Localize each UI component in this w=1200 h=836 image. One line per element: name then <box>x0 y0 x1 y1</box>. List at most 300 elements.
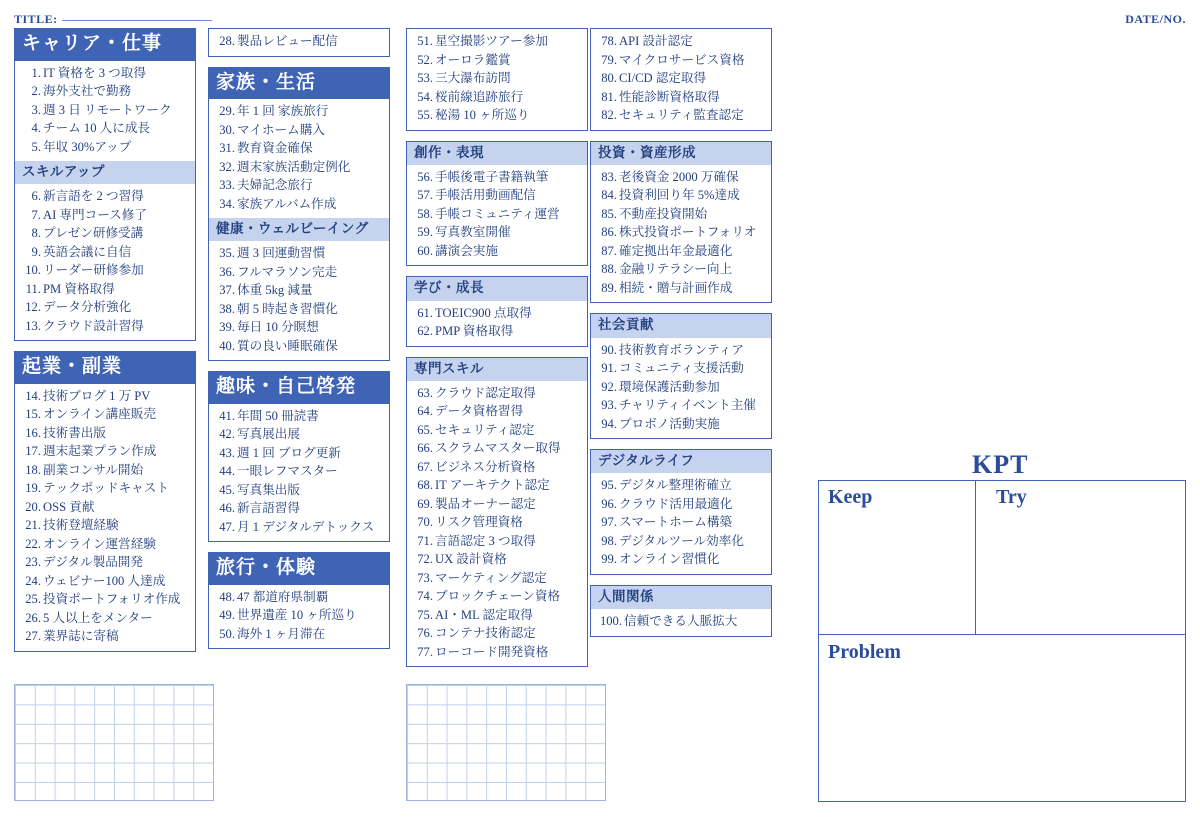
goal-text: 週末家族活動定例化 <box>237 159 351 174</box>
goal-item[interactable] <box>213 425 383 444</box>
goal-number: 93. <box>601 398 617 412</box>
goal-item[interactable] <box>595 32 765 51</box>
goal-text: 年間 50 冊読書 <box>237 408 319 423</box>
goal-text: 体重 5kg 減量 <box>237 283 313 298</box>
goal-text: 海外支社で勤務 <box>43 84 132 99</box>
goal-text: デジタル製品開発 <box>43 555 143 570</box>
goal-number: 2. <box>31 84 41 99</box>
goal-text: 桜前線追跡旅行 <box>435 89 524 104</box>
goal-item[interactable] <box>19 317 189 336</box>
goal-item[interactable] <box>595 341 765 360</box>
goal-block <box>406 28 588 131</box>
goal-number: 4. <box>31 121 41 136</box>
kpt-horizontal-divider <box>818 634 1186 635</box>
goal-block <box>406 141 588 267</box>
goal-item[interactable] <box>595 495 765 514</box>
goal-number: 89. <box>601 280 617 295</box>
goal-text: 夫婦記念旅行 <box>237 178 313 193</box>
goal-item[interactable] <box>595 51 765 70</box>
goal-text: 手帳活用動画配信 <box>435 188 536 203</box>
goal-number: 86. <box>601 225 617 240</box>
goal-text: 新言語を 2 つ習得 <box>43 189 144 204</box>
goal-item[interactable] <box>411 205 581 224</box>
goal-text: デジタルツール効率化 <box>619 533 744 548</box>
goal-item[interactable] <box>411 513 581 532</box>
goal-item[interactable] <box>19 261 189 280</box>
goal-block <box>590 313 772 439</box>
goal-text: データ分析強化 <box>43 300 132 315</box>
goal-text: 英語会議に自信 <box>43 244 132 259</box>
goal-number: 57. <box>417 188 433 203</box>
goal-text: 写真教室開催 <box>435 225 511 240</box>
goal-number: 58. <box>417 206 433 221</box>
title-field[interactable] <box>14 12 212 27</box>
goal-item[interactable] <box>213 176 383 195</box>
goal-text: コンテナ技術認定 <box>435 626 536 641</box>
goal-list <box>15 184 195 340</box>
goal-item[interactable] <box>19 442 189 461</box>
goal-text: クラウド認定取得 <box>435 385 536 400</box>
goal-text: プレゼン研修受講 <box>43 226 144 241</box>
goal-number: 49. <box>219 608 235 623</box>
block-subheading: スキルアップ <box>15 161 195 184</box>
goal-number: 40. <box>219 338 235 353</box>
goal-number: 19. <box>25 481 41 496</box>
goal-number: 67. <box>417 459 433 474</box>
block-heading: キャリア・仕事 <box>15 29 195 61</box>
goal-item[interactable] <box>411 495 581 514</box>
goal-item[interactable] <box>411 550 581 569</box>
goal-number: 71. <box>417 533 433 548</box>
goal-item[interactable] <box>411 304 581 323</box>
goal-item[interactable] <box>595 106 765 125</box>
goal-item[interactable] <box>411 439 581 458</box>
goal-item[interactable] <box>213 444 383 463</box>
goal-item[interactable] <box>213 195 383 214</box>
goal-number: 32. <box>219 159 235 174</box>
goal-number: 37. <box>219 283 235 298</box>
goal-item[interactable] <box>19 572 189 591</box>
goal-item[interactable] <box>213 121 383 140</box>
goal-item[interactable] <box>595 69 765 88</box>
goal-item[interactable] <box>213 462 383 481</box>
goal-item[interactable] <box>19 224 189 243</box>
goal-item[interactable] <box>411 458 581 477</box>
goal-number: 87. <box>601 243 617 258</box>
goal-number: 47. <box>219 519 235 534</box>
goal-text: 一眼レフマスター <box>237 464 338 479</box>
goal-text: TOEIC900 点取得 <box>435 305 532 320</box>
column-1 <box>14 28 196 662</box>
goal-item[interactable] <box>19 424 189 443</box>
goal-item[interactable] <box>213 32 383 51</box>
kpt-title: KPT <box>972 450 1029 479</box>
goal-number: 10. <box>25 263 41 278</box>
goal-number: 60. <box>417 243 433 258</box>
goal-item[interactable] <box>595 476 765 495</box>
goal-text: AI 専門コース修了 <box>43 207 147 222</box>
goal-text: テックポッドキャスト <box>43 481 169 496</box>
goal-text: スクラムマスター取得 <box>435 441 561 456</box>
goal-item[interactable] <box>19 101 189 120</box>
goal-number: 51. <box>417 34 433 48</box>
goal-number: 69. <box>417 496 433 511</box>
goal-item[interactable] <box>19 479 189 498</box>
goal-text: 質の良い睡眠確保 <box>237 338 338 353</box>
goal-number: 52. <box>417 52 433 67</box>
goal-item[interactable] <box>213 281 383 300</box>
goal-number: 62. <box>417 324 433 338</box>
block-heading: 専門スキル <box>407 358 587 381</box>
goal-number: 3. <box>31 102 41 117</box>
goal-item[interactable] <box>595 279 765 298</box>
goal-text: デジタル整理術確立 <box>619 478 732 493</box>
block-heading: 投資・資産形成 <box>591 142 771 165</box>
goal-number: 25. <box>25 592 41 607</box>
goal-text: 手帳後電子書籍執筆 <box>435 169 549 184</box>
goal-text: 写真展出展 <box>237 427 300 442</box>
goal-text: 世界遺産 10 ヶ所巡り <box>237 608 357 623</box>
block-heading: 起業・副業 <box>15 352 195 384</box>
block-heading: 学び・成長 <box>407 277 587 300</box>
goal-number: 72. <box>417 552 433 567</box>
notes-grid-middle[interactable] <box>406 684 606 801</box>
goal-number: 17. <box>25 444 41 459</box>
goal-number: 83. <box>601 169 617 184</box>
goal-block <box>14 28 196 341</box>
goal-text: OSS 貢献 <box>43 499 95 514</box>
goal-number: 31. <box>219 141 235 156</box>
goal-text: 言語認定 3 つ取得 <box>435 533 536 548</box>
goal-item[interactable] <box>411 643 581 662</box>
goal-text: プロボノ活動実施 <box>619 416 720 431</box>
goal-item[interactable] <box>411 242 581 261</box>
goal-number: 55. <box>417 108 433 122</box>
block-heading: 社会貢献 <box>591 314 771 337</box>
goal-item[interactable] <box>595 205 765 224</box>
goal-item[interactable] <box>19 387 189 406</box>
goal-number: 54. <box>417 89 433 104</box>
goal-number: 45. <box>219 482 235 497</box>
goal-item[interactable] <box>213 337 383 356</box>
goal-text: 週 1 回 ブログ更新 <box>237 445 341 460</box>
goal-text: 週 3 回運動習慣 <box>237 246 326 261</box>
goal-text: 技術教育ボランティア <box>619 342 744 357</box>
goal-text: 講演会実施 <box>435 243 498 258</box>
goal-item[interactable] <box>411 186 581 205</box>
goal-text: 確定拠出年金最適化 <box>619 243 733 258</box>
goal-number: 43. <box>219 445 235 460</box>
goal-text: セキュリティ認定 <box>435 422 535 437</box>
goal-block <box>590 141 772 304</box>
goal-list <box>591 338 771 439</box>
goal-text: マーケティング認定 <box>435 570 547 585</box>
goal-number: 61. <box>417 305 433 320</box>
goal-number: 73. <box>417 570 433 585</box>
goal-number: 27. <box>25 629 41 644</box>
goal-item[interactable] <box>411 168 581 187</box>
goal-item[interactable] <box>595 168 765 187</box>
goal-item[interactable] <box>411 402 581 421</box>
goal-number: 98. <box>601 533 617 548</box>
goal-list <box>209 99 389 218</box>
goal-item[interactable] <box>595 359 765 378</box>
goal-item[interactable] <box>411 223 581 242</box>
goal-text: 毎日 10 分瞑想 <box>237 320 319 335</box>
goal-list <box>407 301 587 346</box>
goal-number: 46. <box>219 501 235 516</box>
goal-list <box>209 241 389 360</box>
notes-grid-left[interactable] <box>14 684 214 801</box>
goal-number: 91. <box>601 361 617 375</box>
goal-number: 5. <box>31 139 41 154</box>
goal-text: 環境保護活動参加 <box>619 379 720 394</box>
goal-item[interactable] <box>213 606 383 625</box>
goal-item[interactable] <box>411 322 581 341</box>
goal-number: 82. <box>601 108 617 122</box>
goal-number: 14. <box>25 388 41 403</box>
goal-item[interactable] <box>213 407 383 426</box>
goal-number: 68. <box>417 478 433 493</box>
goal-block <box>208 67 390 362</box>
goal-number: 65. <box>417 422 433 437</box>
block-heading: 創作・表現 <box>407 142 587 165</box>
goal-item[interactable] <box>595 415 765 434</box>
goal-number: 24. <box>25 573 41 588</box>
goal-block <box>208 371 390 542</box>
goal-block <box>14 351 196 652</box>
goal-item[interactable] <box>19 590 189 609</box>
goal-text: ローコード開発資格 <box>435 644 549 659</box>
goal-number: 36. <box>219 264 235 279</box>
goal-item[interactable] <box>213 263 383 282</box>
goal-text: 製品オーナー認定 <box>435 496 536 511</box>
goal-text: 株式投資ポートフォリオ <box>619 225 757 240</box>
goal-text: ブロックチェーン資格 <box>435 589 561 604</box>
goal-number: 70. <box>417 515 433 530</box>
goal-text: IT 資格を 3 つ取得 <box>43 65 146 80</box>
goal-text: 週 3 日 リモートワーク <box>43 102 172 117</box>
goal-item[interactable] <box>595 378 765 397</box>
goal-number: 9. <box>31 244 41 259</box>
goal-list <box>15 61 195 162</box>
goal-item[interactable] <box>411 587 581 606</box>
goal-block <box>208 552 390 649</box>
goal-number: 21. <box>25 518 41 533</box>
goal-number: 16. <box>25 425 41 440</box>
goal-number: 26. <box>25 610 41 625</box>
goal-item[interactable] <box>411 569 581 588</box>
goal-item[interactable] <box>213 102 383 121</box>
goal-list <box>15 384 195 651</box>
goal-item[interactable] <box>411 476 581 495</box>
goal-number: 15. <box>25 407 41 422</box>
goal-text: 年 1 回 家族旅行 <box>237 104 329 119</box>
goal-text: クラウド活用最適化 <box>619 496 733 511</box>
goal-text: 副業コンサル開始 <box>43 462 144 477</box>
goal-number: 33. <box>219 178 235 193</box>
goal-item[interactable] <box>213 244 383 263</box>
goal-text: オンライン講座販売 <box>43 407 156 422</box>
goal-number: 76. <box>417 626 433 641</box>
goal-number: 81. <box>601 89 617 104</box>
goal-item[interactable] <box>19 627 189 646</box>
goal-number: 42. <box>219 427 235 442</box>
goal-number: 92. <box>601 379 617 394</box>
goal-number: 30. <box>219 122 235 137</box>
goal-item[interactable] <box>595 550 765 569</box>
goal-number: 64. <box>417 404 433 419</box>
goal-item[interactable] <box>411 88 581 107</box>
goal-item[interactable] <box>19 64 189 83</box>
goal-number: 7. <box>31 207 41 222</box>
goal-item[interactable] <box>213 588 383 607</box>
goal-number: 23. <box>25 555 41 570</box>
kpt-keep-label: Keep <box>828 486 873 508</box>
goal-block <box>590 28 772 131</box>
block-subheading: 健康・ウェルビーイング <box>209 218 389 241</box>
goal-number: 38. <box>219 301 235 316</box>
date-label: DATE/NO. <box>1125 12 1186 26</box>
block-heading: 旅行・体験 <box>209 553 389 585</box>
goal-item[interactable] <box>411 384 581 403</box>
column-3 <box>406 28 588 677</box>
goal-text: マイクロサービス資格 <box>619 52 745 67</box>
goal-item[interactable] <box>411 421 581 440</box>
goal-text: データ資格習得 <box>435 404 524 419</box>
goal-item[interactable] <box>19 82 189 101</box>
goal-number: 41. <box>219 408 235 423</box>
goal-number: 63. <box>417 385 433 400</box>
goal-number: 96. <box>601 496 617 511</box>
kpt-vertical-divider <box>975 480 976 635</box>
goal-item[interactable] <box>19 609 189 628</box>
goal-item[interactable] <box>213 139 383 158</box>
goal-text: 不動産投資開始 <box>619 206 708 221</box>
goal-item[interactable] <box>411 106 581 125</box>
goal-number: 78. <box>601 34 617 48</box>
goal-item[interactable] <box>411 51 581 70</box>
goal-text: 老後資金 2000 万確保 <box>619 169 739 184</box>
goal-item[interactable] <box>213 158 383 177</box>
goal-item[interactable] <box>595 513 765 532</box>
goal-item[interactable] <box>411 69 581 88</box>
goal-text: AI・ML 認定取得 <box>435 607 533 622</box>
goal-text: リーダー研修参加 <box>43 263 144 278</box>
goal-text: チーム 10 人に成長 <box>43 121 151 136</box>
goal-item[interactable] <box>595 223 765 242</box>
block-heading: 趣味・自己啓発 <box>209 372 389 404</box>
goal-item[interactable] <box>213 518 383 537</box>
goal-number: 74. <box>417 589 433 604</box>
goal-text: 金融リテラシー向上 <box>619 262 733 277</box>
goal-number: 99. <box>601 552 617 567</box>
goal-text: CI/CD 認定取得 <box>619 71 707 85</box>
goal-item[interactable] <box>19 535 189 554</box>
goal-item[interactable] <box>213 499 383 518</box>
goal-item[interactable] <box>19 138 189 157</box>
goal-number: 44. <box>219 464 235 479</box>
goal-text: UX 設計資格 <box>435 552 507 567</box>
goal-item[interactable] <box>19 187 189 206</box>
title-rule <box>62 20 212 21</box>
goal-item[interactable] <box>411 532 581 551</box>
goal-number: 53. <box>417 71 433 85</box>
goal-number: 95. <box>601 478 617 493</box>
goal-item[interactable] <box>19 206 189 225</box>
goal-block <box>208 28 390 57</box>
goal-number: 100. <box>599 614 622 628</box>
goal-block <box>406 357 588 668</box>
goal-number: 6. <box>31 189 41 204</box>
goal-number: 8. <box>31 226 41 241</box>
goal-number: 12. <box>25 300 41 315</box>
goal-item[interactable] <box>19 553 189 572</box>
goal-text: 年収 30%アップ <box>43 139 132 154</box>
goal-item[interactable] <box>213 481 383 500</box>
goal-item[interactable] <box>595 532 765 551</box>
goal-item[interactable] <box>19 298 189 317</box>
goal-item[interactable] <box>411 32 581 51</box>
block-heading: デジタルライフ <box>591 450 771 473</box>
goal-text: オンライン習慣化 <box>619 552 720 567</box>
goal-item[interactable] <box>19 461 189 480</box>
goal-text: 信頼できる人脈拡大 <box>624 614 738 628</box>
goal-item[interactable] <box>213 318 383 337</box>
goal-number: 28. <box>219 34 235 48</box>
goal-item[interactable] <box>19 405 189 424</box>
goal-item[interactable] <box>595 186 765 205</box>
goal-item[interactable] <box>213 625 383 644</box>
goal-text: 技術登壇経験 <box>43 518 119 533</box>
goal-item[interactable] <box>595 88 765 107</box>
goal-item[interactable] <box>19 243 189 262</box>
goal-number: 79. <box>601 52 617 67</box>
goal-list <box>591 165 771 303</box>
goal-text: 海外 1 ヶ月滞在 <box>237 626 326 641</box>
goal-list <box>591 473 771 574</box>
goal-text: 投資利回り年 5%達成 <box>619 188 740 203</box>
goal-number: 94. <box>601 416 617 431</box>
goal-number: 66. <box>417 441 433 456</box>
goal-item[interactable] <box>411 606 581 625</box>
goal-item[interactable] <box>19 498 189 517</box>
goal-item[interactable] <box>213 300 383 319</box>
goal-number: 84. <box>601 188 617 203</box>
goal-text: ウェビナー100 人達成 <box>43 573 166 588</box>
goal-item[interactable] <box>19 280 189 299</box>
block-heading: 人間関係 <box>591 586 771 609</box>
goal-text: PMP 資格取得 <box>435 324 514 338</box>
column-4 <box>590 28 772 647</box>
goal-number: 39. <box>219 320 235 335</box>
goal-number: 50. <box>219 626 235 641</box>
goal-item[interactable] <box>595 396 765 415</box>
goal-item[interactable] <box>595 242 765 261</box>
goal-text: 5 人以上をメンター <box>43 610 153 625</box>
goal-number: 97. <box>601 515 617 530</box>
goal-item[interactable] <box>595 260 765 279</box>
goal-item[interactable] <box>595 612 765 631</box>
goal-item[interactable] <box>19 516 189 535</box>
goal-list <box>407 381 587 667</box>
column-2 <box>208 28 390 659</box>
goal-list <box>209 585 389 649</box>
goal-item[interactable] <box>19 119 189 138</box>
goal-list <box>209 29 389 56</box>
goal-text: 写真集出版 <box>237 482 300 497</box>
goal-item[interactable] <box>411 624 581 643</box>
